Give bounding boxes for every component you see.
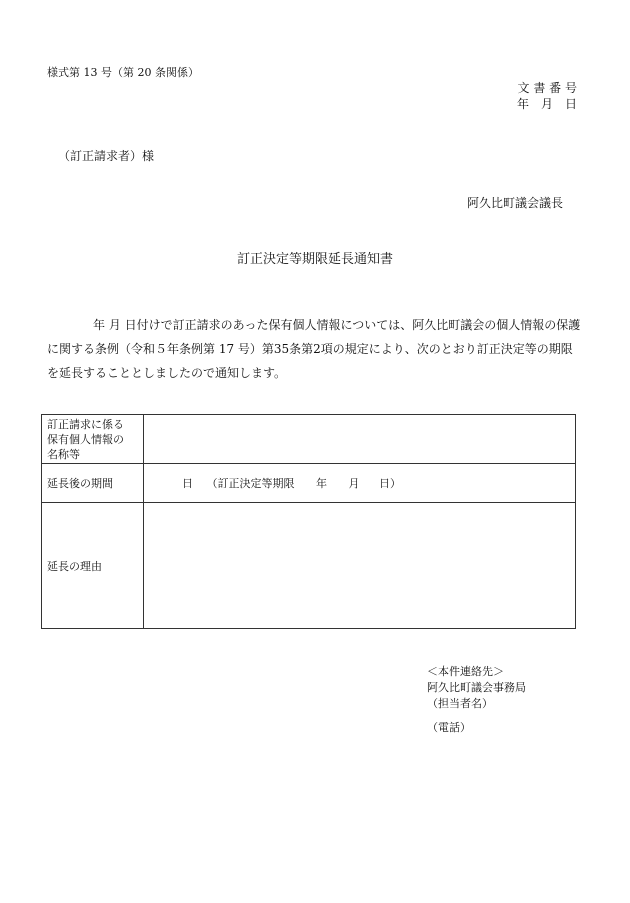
period-year: 年	[316, 477, 327, 490]
table-row	[42, 503, 576, 629]
label-cell-extended-period: 延長後の期間	[42, 464, 144, 503]
document-number-block	[517, 80, 577, 112]
contact-office: 阿久比町議会事務局	[427, 681, 526, 694]
contact-phone: （電話）	[427, 721, 471, 734]
value-cell-reason	[144, 503, 576, 629]
info-table	[41, 414, 576, 629]
label-line: 保有個人情報の	[47, 432, 124, 446]
contact-heading: ＜本件連絡先＞	[427, 665, 504, 678]
period-day-close: 日）	[379, 477, 401, 490]
body-paragraph	[47, 313, 581, 385]
document-title: 訂正決定等期限延長通知書	[236, 252, 393, 267]
contact-person: （担当者名）	[427, 697, 493, 710]
label-cell-info-name	[42, 415, 144, 464]
recipient: （訂正請求者）様	[58, 149, 155, 163]
table-row	[42, 415, 576, 464]
document-date: 年 月 日	[516, 97, 577, 111]
label-line: 訂正請求に係る	[47, 417, 124, 431]
label-cell-reason: 延長の理由	[42, 503, 144, 629]
period-day: 日	[182, 477, 193, 490]
value-cell-extended-period	[144, 464, 576, 503]
period-deadline-label: （訂正決定等期限	[206, 477, 295, 490]
period-month: 月	[348, 477, 360, 490]
body-text: 年 月 日付けで訂正請求のあった保有個人情報については、阿久比町議会の個人情報の保護に関する条例（令和５年条例第 17 号）第35条第2項の規定により、次のとおり訂正決定等の期限を延長することとしましたので通知します。	[47, 318, 581, 380]
table-row	[42, 464, 576, 503]
sender: 阿久比町議会議長	[466, 196, 563, 210]
value-cell-info-name	[144, 415, 576, 464]
label-line: 名称等	[47, 447, 80, 461]
form-number: 様式第 13 号（第 20 条関係）	[47, 66, 199, 79]
document-number-label: 文 書 番 号	[517, 81, 577, 95]
contact-block	[427, 664, 526, 736]
